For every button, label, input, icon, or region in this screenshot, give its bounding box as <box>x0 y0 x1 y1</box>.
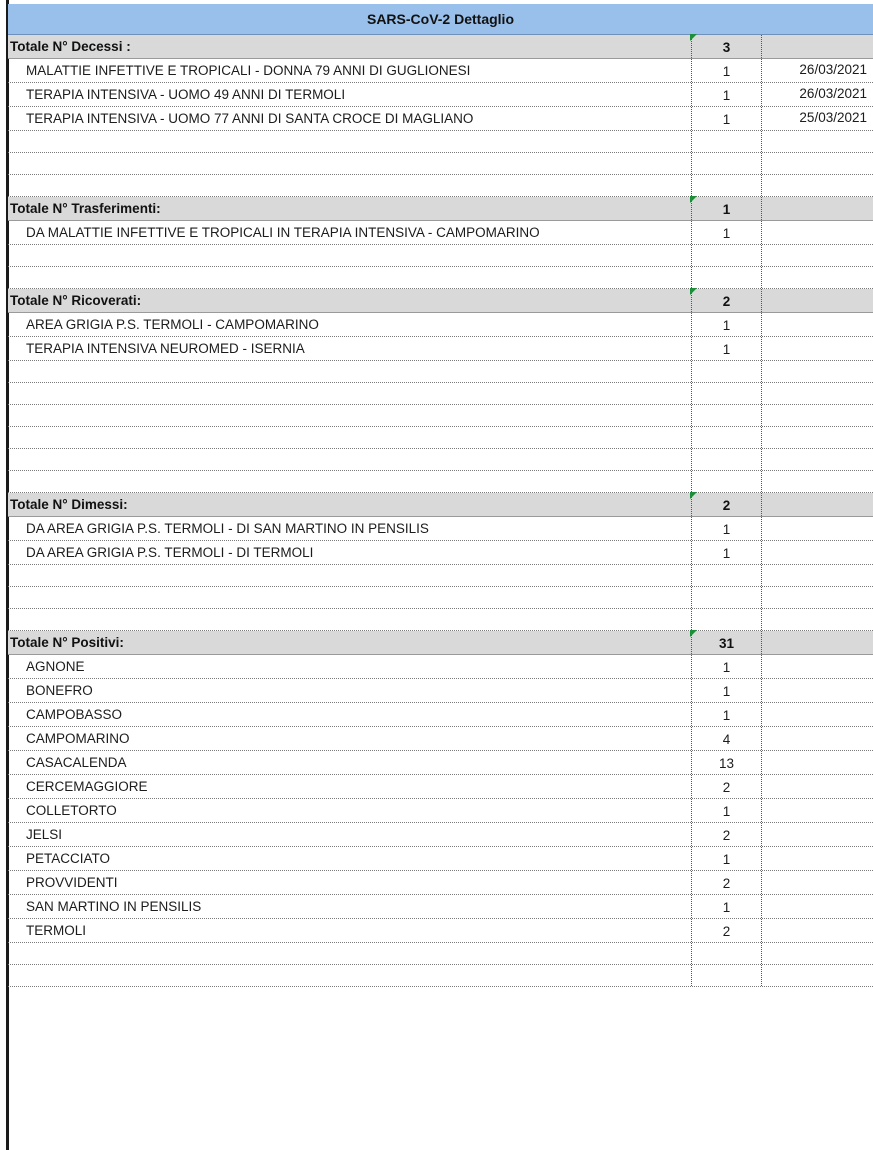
row-count: 1 <box>691 895 761 918</box>
empty-row <box>8 943 873 965</box>
section-date-cell <box>761 197 873 220</box>
row-count: 2 <box>691 871 761 894</box>
empty-cell <box>691 965 761 986</box>
empty-cell <box>761 245 873 266</box>
row-description: BONEFRO <box>26 683 93 698</box>
row-count: 1 <box>691 337 761 360</box>
row-date <box>761 337 873 360</box>
row-description: TERMOLI <box>26 923 87 938</box>
row-date <box>761 541 873 564</box>
empty-cell <box>8 471 691 492</box>
row-count: 1 <box>691 847 761 870</box>
empty-row <box>8 245 873 267</box>
table-row <box>8 727 873 751</box>
empty-row <box>8 383 873 405</box>
section-total: 2 <box>691 493 761 516</box>
empty-cell <box>8 943 691 964</box>
empty-cell <box>761 965 873 986</box>
section-total: 3 <box>691 35 761 58</box>
row-count: 1 <box>691 799 761 822</box>
row-date <box>761 655 873 678</box>
row-count: 1 <box>691 655 761 678</box>
row-date <box>761 679 873 702</box>
empty-cell <box>691 245 761 266</box>
empty-cell <box>8 449 691 470</box>
row-description: CAMPOBASSO <box>26 707 123 722</box>
empty-cell <box>691 175 761 196</box>
row-description: TERAPIA INTENSIVA NEUROMED - ISERNIA <box>26 341 305 356</box>
empty-cell <box>761 587 873 608</box>
table-row <box>8 679 873 703</box>
empty-cell <box>691 609 761 630</box>
sections-container <box>8 35 873 987</box>
empty-cell <box>691 405 761 426</box>
empty-cell <box>761 361 873 382</box>
row-description: DA AREA GRIGIA P.S. TERMOLI - DI SAN MARTINO IN PENSILIS <box>26 521 429 536</box>
row-description: DA MALATTIE INFETTIVE E TROPICALI IN TERAPIA INTENSIVA - CAMPOMARINO <box>26 225 540 240</box>
table-row <box>8 517 873 541</box>
section-header <box>8 197 873 221</box>
row-description: PETACCIATO <box>26 851 111 866</box>
row-date: 25/03/2021 <box>761 107 873 130</box>
empty-cell <box>691 267 761 288</box>
empty-cell <box>8 131 691 152</box>
empty-cell <box>8 267 691 288</box>
row-date <box>761 823 873 846</box>
empty-cell <box>691 427 761 448</box>
empty-row <box>8 405 873 427</box>
section-header <box>8 35 873 59</box>
row-date: 26/03/2021 <box>761 59 873 82</box>
row-count: 1 <box>691 703 761 726</box>
section-date-cell <box>761 35 873 58</box>
row-date: 26/03/2021 <box>761 83 873 106</box>
row-count: 2 <box>691 919 761 942</box>
empty-cell <box>691 131 761 152</box>
row-count: 1 <box>691 313 761 336</box>
empty-cell <box>761 449 873 470</box>
row-date <box>761 221 873 244</box>
row-description: COLLETORTO <box>26 803 117 818</box>
row-date <box>761 313 873 336</box>
row-description: DA AREA GRIGIA P.S. TERMOLI - DI TERMOLI <box>26 545 314 560</box>
section-label: Totale N° Ricoverati: <box>10 293 142 308</box>
row-count: 1 <box>691 679 761 702</box>
row-date <box>761 775 873 798</box>
sheet-title: SARS-CoV-2 Dettaglio <box>8 4 873 35</box>
empty-cell <box>691 943 761 964</box>
empty-cell <box>8 965 691 986</box>
row-description: AGNONE <box>26 659 85 674</box>
section-header <box>8 289 873 313</box>
empty-cell <box>8 427 691 448</box>
row-description: JELSI <box>26 827 63 842</box>
empty-row <box>8 587 873 609</box>
section-total: 2 <box>691 289 761 312</box>
empty-cell <box>761 471 873 492</box>
section-label: Totale N° Positivi: <box>10 635 124 650</box>
row-count: 1 <box>691 59 761 82</box>
empty-row <box>8 609 873 631</box>
empty-cell <box>8 565 691 586</box>
empty-cell <box>8 361 691 382</box>
section-label: Totale N° Decessi : <box>10 39 131 54</box>
table-row <box>8 871 873 895</box>
empty-cell <box>761 153 873 174</box>
row-date <box>761 727 873 750</box>
empty-cell <box>8 153 691 174</box>
empty-row <box>8 131 873 153</box>
row-count: 2 <box>691 775 761 798</box>
section-label: Totale N° Trasferimenti: <box>10 201 161 216</box>
table-row <box>8 823 873 847</box>
table-row <box>8 655 873 679</box>
empty-row <box>8 427 873 449</box>
empty-row <box>8 153 873 175</box>
empty-cell <box>8 383 691 404</box>
empty-cell <box>8 587 691 608</box>
section-header <box>8 631 873 655</box>
row-description: TERAPIA INTENSIVA - UOMO 49 ANNI DI TERMOLI <box>26 87 346 102</box>
table-row <box>8 221 873 245</box>
empty-cell <box>691 565 761 586</box>
empty-cell <box>691 361 761 382</box>
row-description: MALATTIE INFETTIVE E TROPICALI - DONNA 79 ANNI DI GUGLIONESI <box>26 63 471 78</box>
section-date-cell <box>761 493 873 516</box>
row-count: 1 <box>691 83 761 106</box>
empty-cell <box>761 943 873 964</box>
empty-cell <box>761 609 873 630</box>
table-row <box>8 919 873 943</box>
row-date <box>761 847 873 870</box>
empty-cell <box>8 405 691 426</box>
empty-row <box>8 361 873 383</box>
section-date-cell <box>761 289 873 312</box>
empty-cell <box>761 405 873 426</box>
row-date <box>761 895 873 918</box>
row-date <box>761 703 873 726</box>
empty-cell <box>691 587 761 608</box>
empty-row <box>8 471 873 493</box>
row-date <box>761 799 873 822</box>
row-count: 1 <box>691 221 761 244</box>
row-description: CASACALENDA <box>26 755 127 770</box>
table-row <box>8 59 873 83</box>
row-description: SAN MARTINO IN PENSILIS <box>26 899 202 914</box>
empty-cell <box>8 245 691 266</box>
row-count: 2 <box>691 823 761 846</box>
empty-cell <box>761 565 873 586</box>
empty-row <box>8 267 873 289</box>
empty-row <box>8 565 873 587</box>
empty-cell <box>761 427 873 448</box>
detail-sheet <box>8 4 873 987</box>
row-count: 13 <box>691 751 761 774</box>
empty-cell <box>761 131 873 152</box>
table-row <box>8 847 873 871</box>
table-row <box>8 541 873 565</box>
table-row <box>8 107 873 131</box>
section-total: 31 <box>691 631 761 654</box>
table-row <box>8 313 873 337</box>
empty-cell <box>691 383 761 404</box>
table-row <box>8 83 873 107</box>
section-total: 1 <box>691 197 761 220</box>
table-row <box>8 751 873 775</box>
empty-row <box>8 175 873 197</box>
row-description: CERCEMAGGIORE <box>26 779 148 794</box>
row-count: 1 <box>691 517 761 540</box>
section-date-cell <box>761 631 873 654</box>
row-date <box>761 517 873 540</box>
empty-row <box>8 449 873 471</box>
empty-cell <box>761 383 873 404</box>
table-row <box>8 703 873 727</box>
row-description: TERAPIA INTENSIVA - UOMO 77 ANNI DI SANTA CROCE DI MAGLIANO <box>26 111 474 126</box>
empty-cell <box>691 449 761 470</box>
row-count: 4 <box>691 727 761 750</box>
empty-cell <box>761 267 873 288</box>
empty-row <box>8 965 873 987</box>
section-header <box>8 493 873 517</box>
row-count: 1 <box>691 107 761 130</box>
row-date <box>761 871 873 894</box>
table-row <box>8 337 873 361</box>
section-label: Totale N° Dimessi: <box>10 497 128 512</box>
table-row <box>8 799 873 823</box>
empty-cell <box>8 175 691 196</box>
empty-cell <box>761 175 873 196</box>
table-row <box>8 775 873 799</box>
empty-cell <box>691 153 761 174</box>
row-date <box>761 751 873 774</box>
row-description: CAMPOMARINO <box>26 731 130 746</box>
table-row <box>8 895 873 919</box>
empty-cell <box>8 609 691 630</box>
row-count: 1 <box>691 541 761 564</box>
row-date <box>761 919 873 942</box>
row-description: PROVVIDENTI <box>26 875 118 890</box>
empty-cell <box>691 471 761 492</box>
row-description: AREA GRIGIA P.S. TERMOLI - CAMPOMARINO <box>26 317 319 332</box>
